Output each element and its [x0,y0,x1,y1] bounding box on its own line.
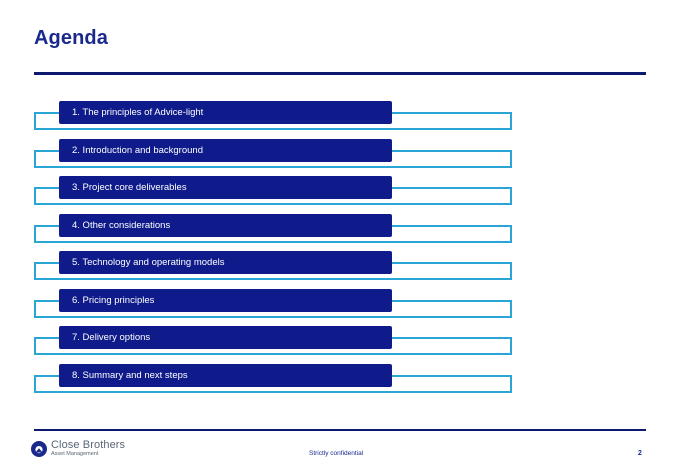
agenda-item-label: 4. Other considerations [59,214,392,237]
agenda-item [34,139,516,162]
agenda-item [34,326,516,349]
agenda-item-label: 1. The principles of Advice-light [59,101,392,124]
logo-subtitle: Asset Management [51,451,99,457]
confidentiality-notice: Strictly confidential [309,450,364,457]
agenda-list [34,101,516,401]
agenda-item-label: 2. Introduction and background [59,139,392,162]
agenda-item [34,176,516,199]
page-title: Agenda [34,27,108,49]
title-divider [34,72,646,75]
page-number: 2 [638,450,642,457]
agenda-item-label: 7. Delivery options [59,326,392,349]
footer-divider [34,429,646,431]
logo-name: Close Brothers [51,439,126,451]
agenda-item [34,364,516,387]
agenda-item [34,251,516,274]
logo-icon [31,441,47,457]
agenda-item-label: 6. Pricing principles [59,289,392,312]
agenda-item [34,289,516,312]
company-logo [31,440,125,458]
agenda-item-label: 8. Summary and next steps [59,364,392,387]
agenda-item-label: 5. Technology and operating models [59,251,392,274]
agenda-item-label: 3. Project core deliverables [59,176,392,199]
agenda-item [34,101,516,124]
agenda-item [34,214,516,237]
